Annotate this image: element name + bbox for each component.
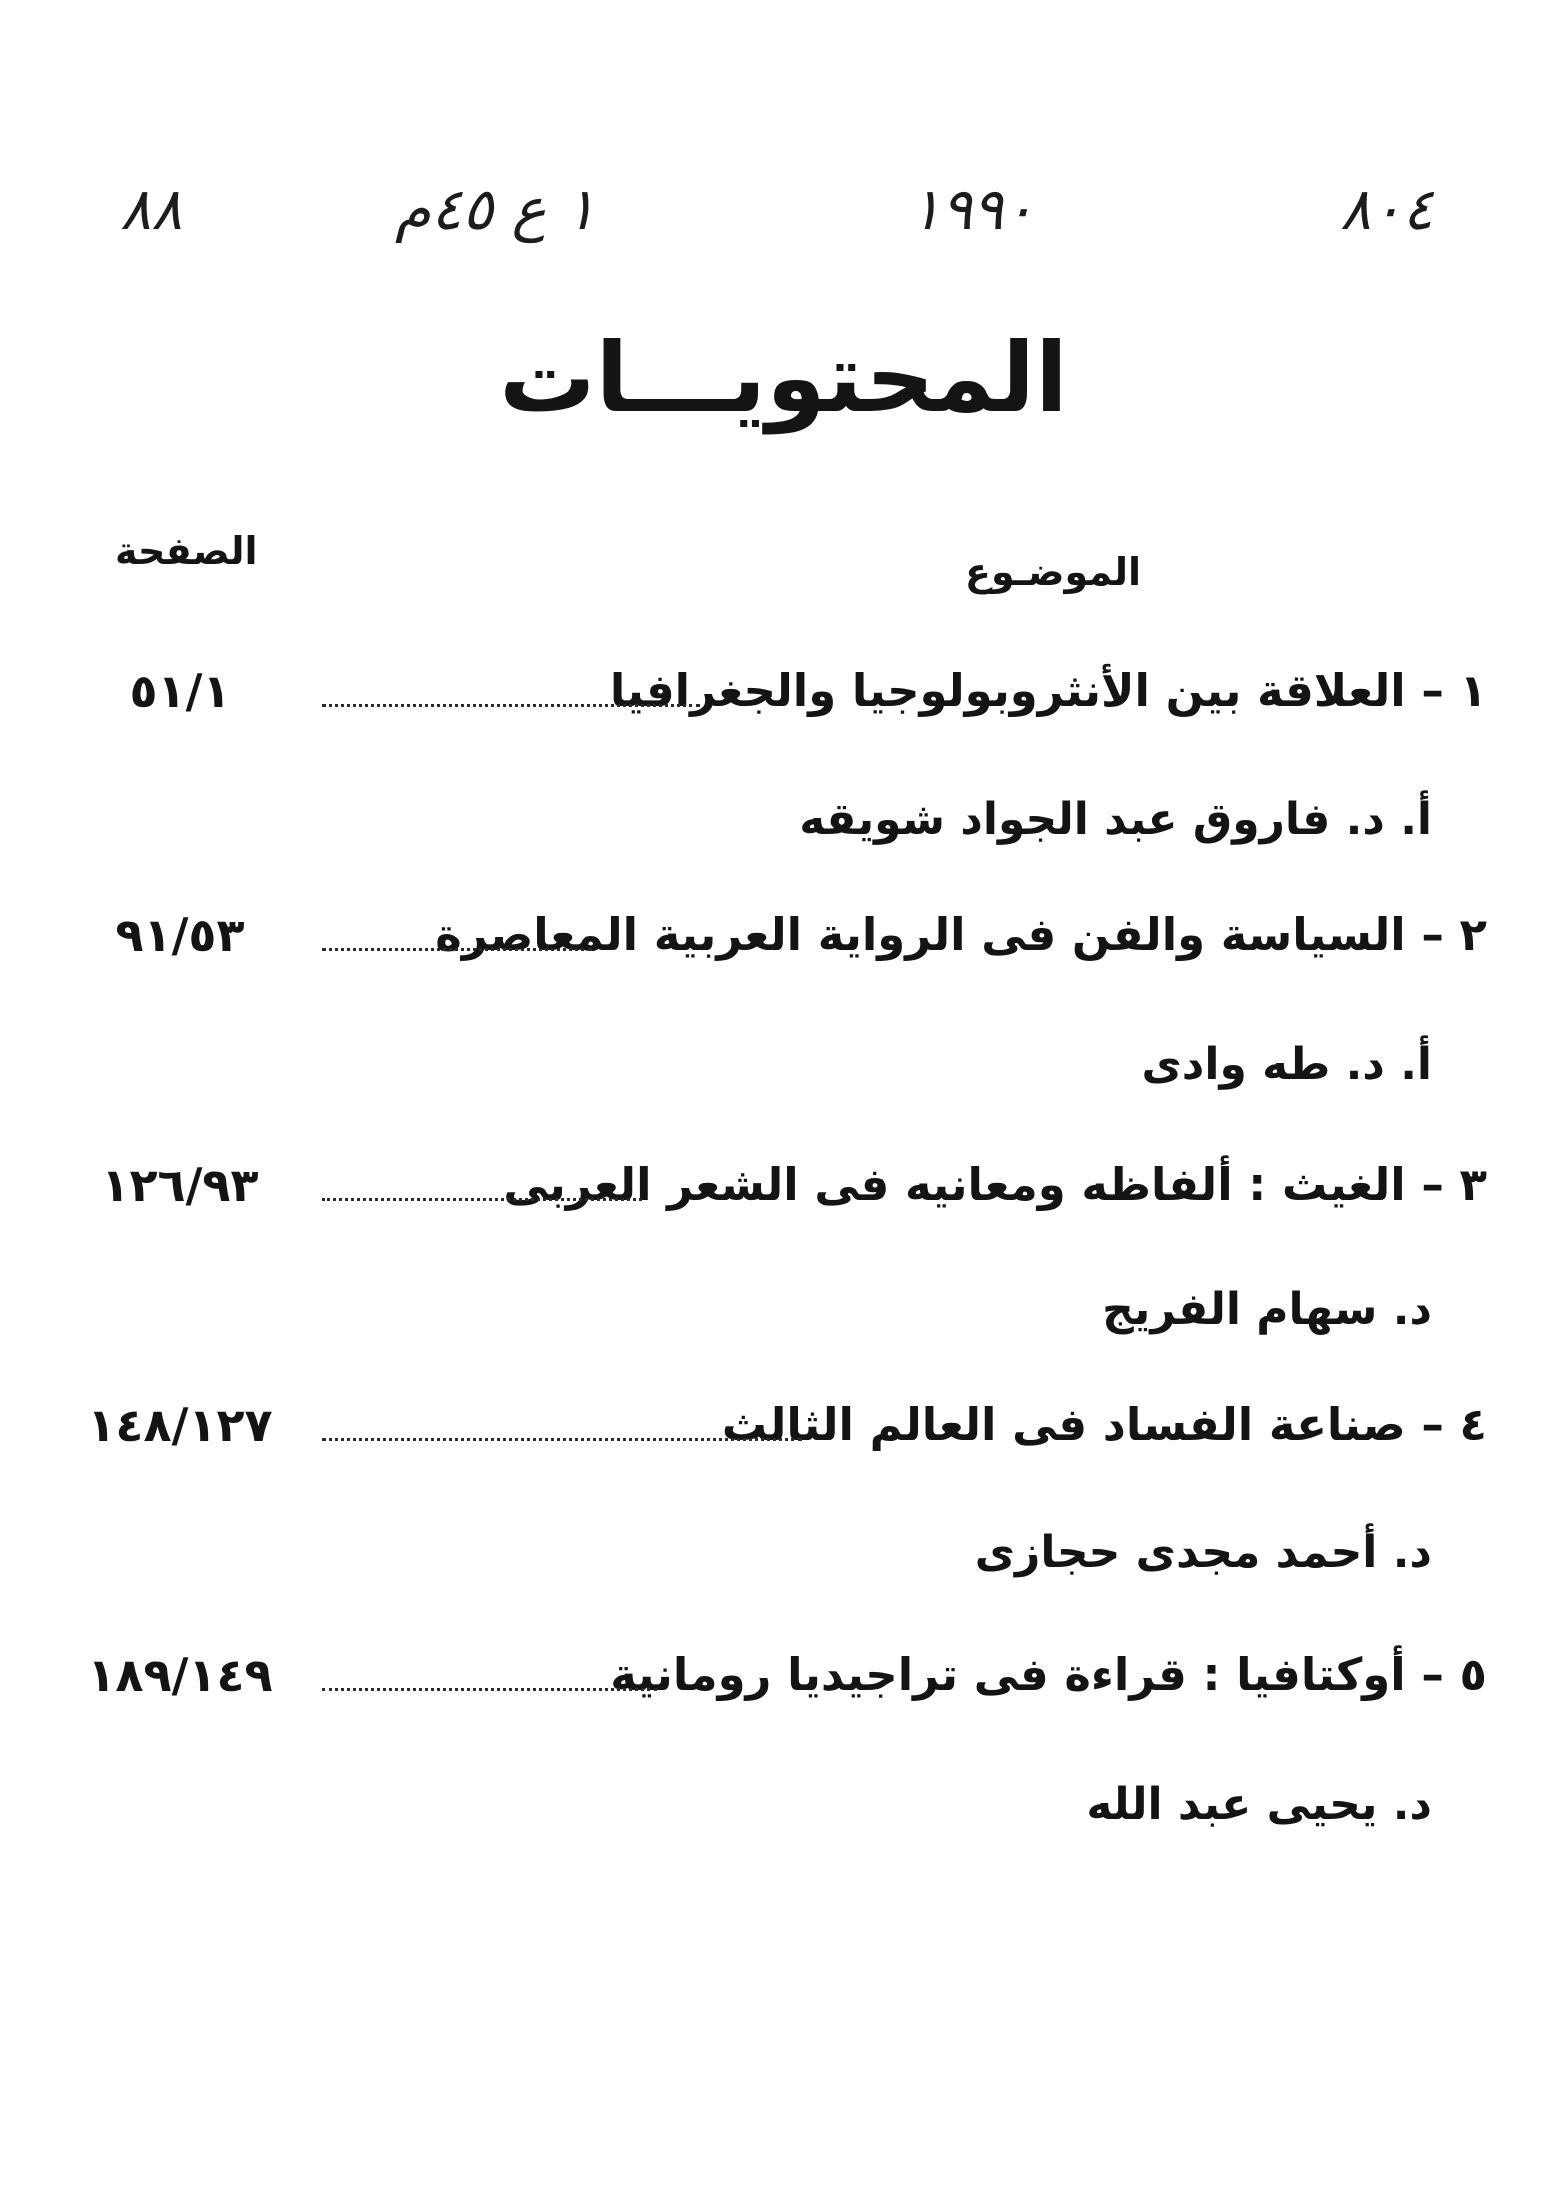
toc-entry-author: أ. د. فاروق عبد الجواد شويقه <box>799 794 1432 845</box>
topic-column-header: الموضـوع <box>965 550 1142 594</box>
toc-entry-topic: ٤ – صناعة الفساد فى العالم الثالث <box>721 1398 1487 1451</box>
dot-leader <box>322 704 700 707</box>
toc-entry-topic: ٢ – السياسة والفن فى الرواية العربية المعاصرة <box>435 908 1487 961</box>
toc-entry-pages: ١٤٨/١٢٧ <box>87 1398 273 1452</box>
dot-leader <box>322 948 592 951</box>
handwritten-left-mark: ٨٨ <box>120 175 183 243</box>
handwritten-year: ١٩٩٠ <box>910 175 1035 243</box>
toc-entry-author: د. أحمد مجدى حجازى <box>974 1527 1432 1578</box>
toc-entry-2 <box>0 900 1567 970</box>
toc-entry-pages: ١٨٩/١٤٩ <box>87 1648 273 1702</box>
toc-entry-4 <box>0 1390 1567 1460</box>
toc-entry-1 <box>0 656 1567 726</box>
page-title: المحتويـــات <box>499 322 1068 434</box>
toc-entry-author: أ. د. طه وادى <box>1141 1039 1432 1090</box>
toc-entry-topic: ٥ – أوكتافيا : قراءة فى تراجيديا رومانية <box>610 1648 1487 1701</box>
handwritten-right-mark: ٨٠٤ <box>1340 175 1434 243</box>
toc-entry-3 <box>0 1150 1567 1220</box>
toc-entry-pages: ١٢٦/٩٣ <box>101 1158 259 1212</box>
toc-entry-pages: ٩١/٥٣ <box>115 908 245 962</box>
page-column-header: الصفحة <box>115 529 258 573</box>
toc-entry-5 <box>0 1640 1567 1710</box>
toc-entry-topic: ٣ – الغيث : ألفاظه ومعانيه فى الشعر العربى <box>503 1158 1487 1211</box>
toc-entry-pages: ٥١/١ <box>129 664 231 718</box>
handwritten-group-mark: ١ ع ٤٥م <box>395 175 596 243</box>
toc-entry-author: د. يحيى عبد الله <box>1086 1779 1432 1830</box>
dot-leader <box>322 1688 657 1691</box>
dot-leader <box>322 1198 642 1201</box>
toc-entry-topic: ١ – العلاقة بين الأنثروبولوجيا والجغرافيا <box>609 664 1487 717</box>
dot-leader <box>322 1438 802 1441</box>
toc-entry-author: د. سهام الفريج <box>1102 1284 1432 1335</box>
